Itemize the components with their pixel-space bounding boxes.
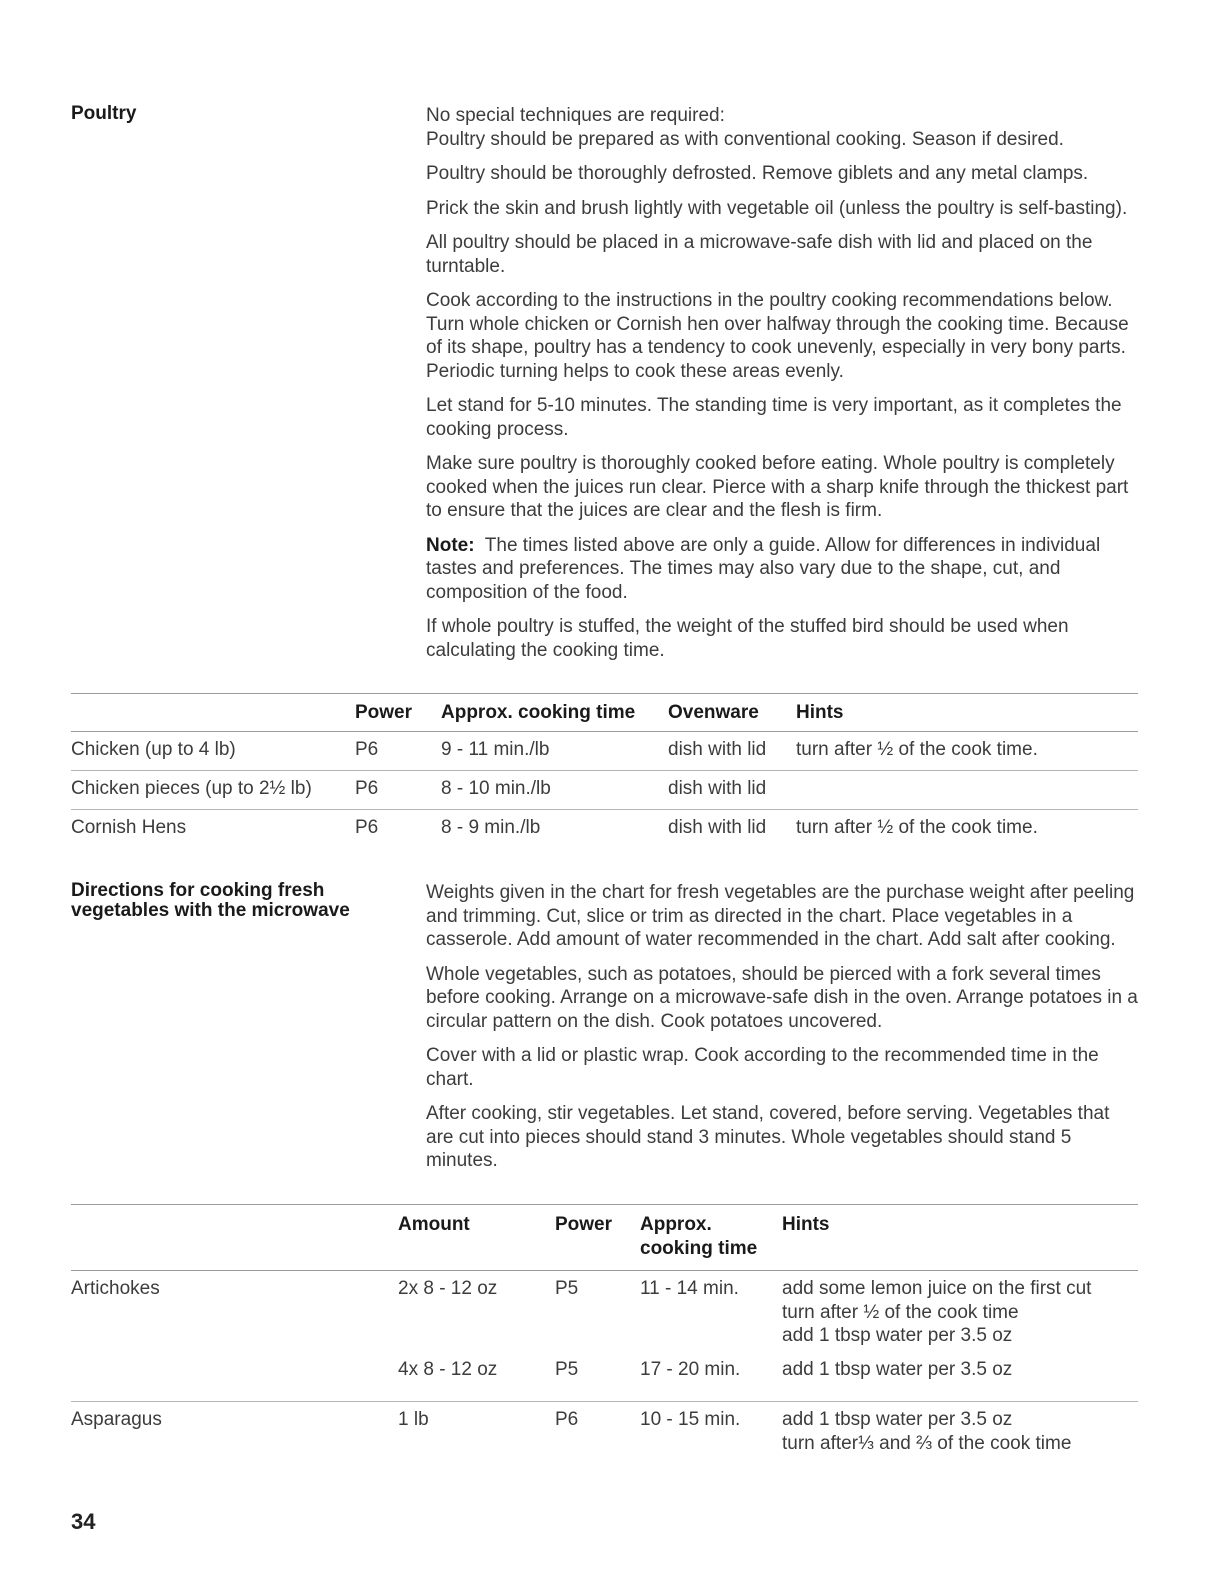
poultry-paragraph: Let stand for 5-10 minutes. The standing time is very important, as it completes the cooking process.: [426, 395, 1122, 440]
header-power: Power: [555, 1214, 613, 1235]
cell-amount: 2x 8 - 12 oz: [398, 1278, 498, 1299]
poultry-paragraph: If whole poultry is stuffed, the weight of the stuffed bird should be used when calculating the cooking time.: [426, 616, 1069, 661]
vegetables-body: [426, 881, 1141, 1184]
cell-amount: 1 lb: [398, 1409, 429, 1430]
cell-ovenware: dish with lid: [668, 778, 767, 799]
cell-item: Cornish Hens: [71, 817, 187, 838]
poultry-cooking-table: [71, 693, 1138, 849]
header-time-line2: cooking time: [640, 1238, 758, 1259]
header-power: Power: [355, 702, 413, 723]
cell-ovenware: dish with lid: [668, 817, 767, 838]
vegetables-paragraph: Cover with a lid or plastic wrap. Cook according to the recommended time in the chart.: [426, 1045, 1099, 1090]
note-label: Note:: [426, 534, 475, 556]
table-row: [71, 1358, 1138, 1402]
cell-time: 9 - 11 min./lb: [441, 739, 550, 760]
table-row: [71, 1271, 1138, 1358]
vegetables-paragraph: After cooking, stir vegetables. Let stand, covered, before serving. Vegetables that are cut into pieces should stand 3 minutes. Whole vegetables should stand 5 minutes.: [426, 1103, 1110, 1171]
poultry-paragraph: Cook according to the instructions in the poultry cooking recommendations below. Turn whole chicken or Cornish hen over halfway through the cooking time. Because of its shape, poultry has a tendency to cook unevenly, especially in very bony parts. Periodic turning helps to cook these areas evenly.: [426, 290, 1129, 382]
poultry-intro-line1: No special techniques are required:: [426, 105, 725, 126]
hint-line: add 1 tbsp water per 3.5 oz: [782, 1409, 1013, 1430]
cell-power: P5: [555, 1278, 579, 1299]
table-row: [71, 732, 1138, 771]
table-row: [71, 810, 1138, 849]
poultry-paragraph: All poultry should be placed in a microwave-safe dish with lid and placed on the turntable.: [426, 232, 1093, 277]
poultry-body: [426, 104, 1141, 673]
poultry-intro-line2: Poultry should be prepared as with conventional cooking. Season if desired.: [426, 128, 1064, 150]
hint-line: turn after ½ of the cook time: [782, 1301, 1019, 1323]
poultry-paragraph: Prick the skin and brush lightly with vegetable oil (unless the poultry is self-basting).: [426, 197, 1128, 219]
table-row: [71, 1402, 1138, 1456]
cell-item: Chicken (up to 4 lb): [71, 739, 236, 760]
header-item: [71, 1205, 398, 1271]
poultry-note: [426, 534, 1141, 605]
cell-hints: add 1 tbsp water per 3.5 oz: [782, 1358, 1013, 1380]
poultry-intro: [426, 104, 1141, 151]
poultry-paragraph: Poultry should be thoroughly defrosted. Remove giblets and any metal clamps.: [426, 163, 1089, 184]
cell-hints: [782, 1271, 1138, 1358]
header-ovenware: Ovenware: [668, 702, 759, 723]
cell-item: Chicken pieces (up to 2½ lb): [71, 778, 312, 799]
cell-time: 8 - 10 min./lb: [441, 778, 551, 799]
cell-hints: [782, 1402, 1138, 1456]
vegetables-paragraph: Weights given in the chart for fresh vegetables are the purchase weight after peeling and trimming. Cut, slice or trim as directed in the chart. Place vegetables in a casserole. Add amount of water recommended in the chart. Add salt after cooking.: [426, 882, 1135, 950]
cell-time: 8 - 9 min./lb: [441, 817, 541, 838]
header-cooking-time: Approx. cooking time: [441, 702, 636, 723]
cell-power: P5: [555, 1358, 579, 1380]
poultry-paragraph: Make sure poultry is thoroughly cooked before eating. Whole poultry is completely cooked when the juices run clear. Pierce with a sharp knife through the thickest part to ensure that the juices are clear and the flesh is firm.: [426, 453, 1129, 521]
note-text: The times listed above are only a guide. Allow for differences in individual tastes and preferences. The times may also vary due to the shape, cut, and composition of the food.: [426, 534, 1101, 603]
hint-line: add some lemon juice on the first cut: [782, 1278, 1092, 1299]
cell-hints: turn after ½ of the cook time.: [796, 739, 1038, 760]
cell-item: Asparagus: [71, 1409, 162, 1430]
cell-item: Artichokes: [71, 1278, 160, 1299]
vegetable-cooking-table: [71, 1204, 1138, 1455]
header-amount: Amount: [398, 1214, 470, 1235]
cell-power: P6: [355, 739, 379, 760]
cell-ovenware: dish with lid: [668, 739, 767, 760]
cell-hints: turn after ½ of the cook time.: [796, 817, 1038, 838]
table-row: [71, 771, 1138, 810]
header-cooking-time: [640, 1205, 782, 1271]
header-hints: Hints: [782, 1214, 830, 1235]
cell-power: P6: [355, 817, 379, 838]
header-time-line1: Approx.: [640, 1214, 712, 1235]
cell-time: 11 - 14 min.: [640, 1278, 739, 1299]
cell-hints: [796, 771, 1138, 810]
cell-power: P6: [355, 778, 379, 799]
header-item: [71, 694, 355, 732]
cell-amount: 4x 8 - 12 oz: [398, 1358, 498, 1380]
vegetables-heading: Directions for cooking fresh vegetables with the microwave: [71, 880, 350, 921]
hint-line: turn after⅓ and ⅔ of the cook time: [782, 1432, 1072, 1454]
cell-time: 17 - 20 min.: [640, 1358, 741, 1380]
vegetables-paragraph: Whole vegetables, such as potatoes, should be pierced with a fork several times before cooking. Arrange on a microwave-safe dish in the oven. Arrange potatoes in a circular pattern on the dish. Cook potatoes uncovered.: [426, 963, 1138, 1032]
poultry-heading: Poultry: [71, 103, 137, 124]
cell-power: P6: [555, 1409, 579, 1430]
header-hints: Hints: [796, 702, 844, 723]
table-header-row: [71, 1205, 1138, 1271]
table-header-row: [71, 694, 1138, 732]
hint-line: add 1 tbsp water per 3.5 oz: [782, 1325, 1013, 1346]
cell-time: 10 - 15 min.: [640, 1409, 741, 1430]
page-number: 34: [71, 1509, 96, 1534]
cell-item: [71, 1358, 398, 1402]
